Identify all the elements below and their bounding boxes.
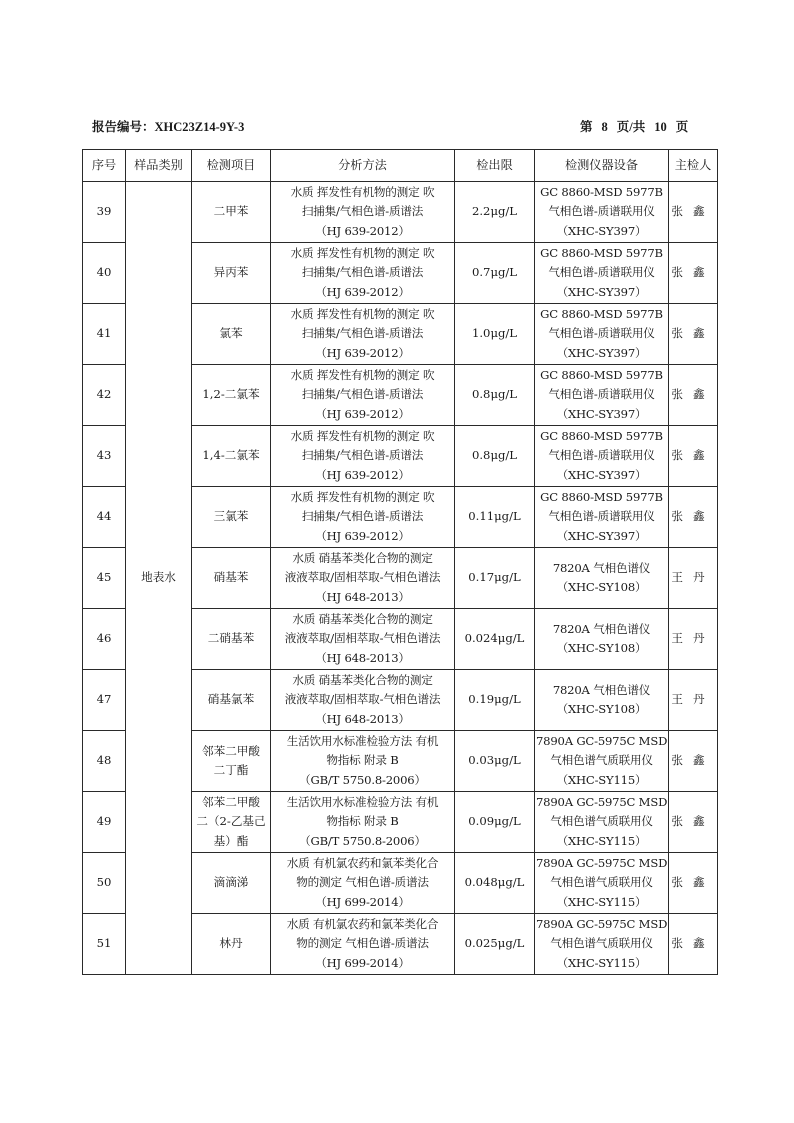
test-item [192, 853, 271, 914]
analysis-method-line: 水质 硝基苯类化合物的测定 [292, 673, 433, 688]
row-number: 46 [83, 609, 126, 670]
test-item-line: 二（2-乙基己 [196, 814, 266, 829]
instrument [535, 243, 669, 304]
test-item [192, 487, 271, 548]
analysis-method-line: （HJ 699-2014） [315, 955, 410, 970]
instrument-line: GC 8860-MSD 5977B [540, 307, 663, 322]
inspector-name: 张鑫 [669, 487, 718, 548]
analysis-method-line: 水质 有机氯农药和氯苯类化合 [286, 856, 439, 871]
analysis-method-line: （GB/T 5750.8-2006） [299, 833, 426, 848]
test-item [192, 548, 271, 609]
instrument [535, 853, 669, 914]
detection-limit: 0.19μg/L [455, 670, 535, 731]
test-item [192, 670, 271, 731]
instrument-line: 气相色谱气质联用仪 [550, 814, 653, 829]
inspector-name: 王丹 [669, 609, 718, 670]
analysis-method-line: 扫捕集/气相色谱-质谱法 [301, 509, 424, 524]
row-number: 45 [83, 548, 126, 609]
instrument-line: GC 8860-MSD 5977B [540, 368, 663, 383]
inspector-name: 张鑫 [669, 243, 718, 304]
inspector-name: 王丹 [669, 548, 718, 609]
analysis-method-line: 液液萃取/固相萃取-气相色谱法 [284, 692, 441, 707]
detection-limit: 0.024μg/L [455, 609, 535, 670]
test-item-line: 邻苯二甲酸 [202, 795, 260, 810]
analysis-method-line: 物的测定 气相色谱-质谱法 [296, 936, 429, 951]
instrument [535, 365, 669, 426]
row-number: 48 [83, 731, 126, 792]
analysis-method-line: （HJ 639-2012） [315, 223, 410, 238]
detection-limit: 2.2μg/L [455, 182, 535, 243]
test-item [192, 731, 271, 792]
col-header-limit: 检出限 [455, 150, 535, 182]
page-mid: 页/共 [616, 120, 646, 134]
instrument-line: （XHC-SY397） [556, 406, 647, 421]
analysis-method [271, 243, 455, 304]
instrument [535, 304, 669, 365]
page-prefix: 第 [580, 120, 593, 134]
row-number: 49 [83, 792, 126, 853]
inspector-name: 张鑫 [669, 792, 718, 853]
test-item [192, 243, 271, 304]
instrument [535, 792, 669, 853]
test-item [192, 792, 271, 853]
analysis-method-line: 液液萃取/固相萃取-气相色谱法 [284, 570, 441, 585]
analysis-method [271, 914, 455, 975]
instrument-line: 气相色谱-质谱联用仪 [548, 204, 655, 219]
analysis-method [271, 487, 455, 548]
analysis-method-line: （GB/T 5750.8-2006） [299, 772, 426, 787]
instrument-line: GC 8860-MSD 5977B [540, 246, 663, 261]
row-number: 42 [83, 365, 126, 426]
detection-limit: 0.17μg/L [455, 548, 535, 609]
instrument [535, 426, 669, 487]
instrument-line: （XHC-SY115） [556, 894, 647, 909]
instrument-line: （XHC-SY397） [556, 284, 647, 299]
analysis-method-line: （HJ 639-2012） [315, 284, 410, 299]
test-item-line: 1,4-二氯苯 [202, 448, 260, 463]
instrument-line: GC 8860-MSD 5977B [540, 429, 663, 444]
row-number: 50 [83, 853, 126, 914]
instrument-line: 7890A GC-5975C MSD [536, 917, 668, 932]
col-header-inspector: 主检人 [669, 150, 718, 182]
row-number: 39 [83, 182, 126, 243]
analysis-method-line: 水质 硝基苯类化合物的测定 [292, 612, 433, 627]
inspector-name: 张鑫 [669, 426, 718, 487]
instrument [535, 609, 669, 670]
instrument [535, 548, 669, 609]
instrument-line: （XHC-SY397） [556, 345, 647, 360]
test-item-line: 林丹 [219, 936, 243, 951]
inspector-name: 张鑫 [669, 853, 718, 914]
test-item-line: 硝基氯苯 [207, 692, 255, 707]
instrument-line: 7820A 气相色谱仪 [552, 682, 651, 697]
analysis-method [271, 304, 455, 365]
detection-limit: 0.8μg/L [455, 426, 535, 487]
test-item-line: 滴滴涕 [213, 875, 249, 890]
detection-limit: 1.0μg/L [455, 304, 535, 365]
test-item-line: 三氯苯 [213, 509, 249, 524]
detection-limit: 0.7μg/L [455, 243, 535, 304]
instrument [535, 182, 669, 243]
analysis-method-line: 水质 挥发性有机物的测定 吹 [290, 246, 435, 261]
analysis-method-line: 扫捕集/气相色谱-质谱法 [301, 204, 424, 219]
analysis-method [271, 731, 455, 792]
page-total: 10 [654, 120, 667, 134]
analysis-method-line: （HJ 699-2014） [315, 894, 410, 909]
col-header-item: 检测项目 [192, 150, 271, 182]
test-item-line: 硝基苯 [213, 570, 249, 585]
analysis-method-line: （HJ 648-2013） [315, 650, 410, 665]
instrument-line: （XHC-SY115） [556, 955, 647, 970]
instrument [535, 487, 669, 548]
analysis-method-line: 物的测定 气相色谱-质谱法 [296, 875, 429, 890]
instrument-line: （XHC-SY397） [556, 528, 647, 543]
analysis-method-line: 扫捕集/气相色谱-质谱法 [301, 448, 424, 463]
instrument-line: 7890A GC-5975C MSD [536, 734, 668, 749]
inspector-name: 张鑫 [669, 182, 718, 243]
inspector-name: 王丹 [669, 670, 718, 731]
inspector-name: 张鑫 [669, 914, 718, 975]
instrument-line: 7890A GC-5975C MSD [536, 856, 668, 871]
instrument-line: （XHC-SY397） [556, 467, 647, 482]
test-item [192, 365, 271, 426]
analysis-method-line: （HJ 639-2012） [315, 528, 410, 543]
row-number: 43 [83, 426, 126, 487]
col-header-category: 样品类别 [126, 150, 192, 182]
instrument-line: （XHC-SY108） [556, 641, 647, 655]
detection-limit: 0.03μg/L [455, 731, 535, 792]
col-header-method: 分析方法 [271, 150, 455, 182]
analysis-method-line: 扫捕集/气相色谱-质谱法 [301, 326, 424, 341]
row-number: 40 [83, 243, 126, 304]
analysis-method-line: 生活饮用水标准检验方法 有机 [286, 795, 439, 810]
test-item [192, 304, 271, 365]
instrument-line: 气相色谱气质联用仪 [550, 936, 653, 951]
sample-category: 地表水 [126, 182, 192, 975]
detection-limit: 0.09μg/L [455, 792, 535, 853]
test-item-line: 基）酯 [213, 833, 249, 848]
analysis-method [271, 426, 455, 487]
test-item [192, 914, 271, 975]
analysis-method-line: （HJ 648-2013） [315, 711, 410, 726]
row-number: 51 [83, 914, 126, 975]
analysis-method-line: （HJ 639-2012） [315, 406, 410, 421]
inspector-name: 张鑫 [669, 304, 718, 365]
detection-limit: 0.025μg/L [455, 914, 535, 975]
instrument-line: 气相色谱-质谱联用仪 [548, 326, 655, 341]
test-item [192, 609, 271, 670]
analysis-method-line: 扫捕集/气相色谱-质谱法 [301, 265, 424, 280]
col-header-no: 序号 [83, 150, 126, 182]
results-table [82, 149, 718, 975]
report-number: 报告编号：XHC23Z14-9Y-3 [92, 120, 245, 134]
instrument-line: 气相色谱-质谱联用仪 [548, 387, 655, 402]
instrument [535, 914, 669, 975]
test-item-line: 1,2-二氯苯 [202, 387, 260, 402]
analysis-method [271, 670, 455, 731]
instrument-line: 气相色谱-质谱联用仪 [548, 448, 655, 463]
analysis-method-line: 水质 硝基苯类化合物的测定 [292, 551, 433, 566]
test-item-line: 氯苯 [219, 326, 243, 341]
analysis-method-line: 水质 挥发性有机物的测定 吹 [290, 490, 435, 505]
instrument-line: 气相色谱气质联用仪 [550, 753, 653, 768]
analysis-method-line: 扫捕集/气相色谱-质谱法 [301, 387, 424, 402]
test-item-line: 异丙苯 [213, 265, 249, 280]
row-number: 41 [83, 304, 126, 365]
analysis-method-line: 水质 挥发性有机物的测定 吹 [290, 429, 435, 444]
instrument-line: 7820A 气相色谱仪 [552, 621, 651, 636]
instrument-line: （XHC-SY108） [556, 580, 647, 594]
test-item-line: 二丁酯 [213, 763, 249, 777]
instrument [535, 731, 669, 792]
detection-limit: 0.048μg/L [455, 853, 535, 914]
instrument-line: 气相色谱气质联用仪 [550, 875, 653, 890]
table-header-row [83, 150, 718, 182]
analysis-method-line: 水质 挥发性有机物的测定 吹 [290, 185, 435, 200]
analysis-method-line: 物指标 附录 B [326, 753, 399, 768]
analysis-method [271, 365, 455, 426]
analysis-method-line: 液液萃取/固相萃取-气相色谱法 [284, 631, 441, 646]
instrument [535, 670, 669, 731]
instrument-line: （XHC-SY108） [556, 702, 647, 716]
analysis-method-line: （HJ 639-2012） [315, 467, 410, 482]
analysis-method-line: 水质 挥发性有机物的测定 吹 [290, 307, 435, 322]
instrument-line: （XHC-SY115） [556, 772, 647, 787]
instrument-line: （XHC-SY115） [556, 833, 647, 848]
analysis-method-line: 水质 挥发性有机物的测定 吹 [290, 368, 435, 383]
detection-limit: 0.11μg/L [455, 487, 535, 548]
page-indicator [580, 117, 688, 135]
analysis-method [271, 792, 455, 853]
test-item-line: 二甲苯 [213, 204, 249, 219]
analysis-method-line: （HJ 648-2013） [315, 589, 410, 604]
analysis-method [271, 853, 455, 914]
table-row [83, 182, 718, 243]
page-current: 8 [601, 120, 608, 134]
inspector-name: 张鑫 [669, 365, 718, 426]
test-item-line: 邻苯二甲酸 [202, 743, 260, 758]
page-suffix: 页 [675, 120, 689, 134]
instrument-line: GC 8860-MSD 5977B [540, 490, 663, 505]
col-header-device: 检测仪器设备 [535, 150, 669, 182]
analysis-method-line: 物指标 附录 B [326, 814, 399, 829]
analysis-method-line: （HJ 639-2012） [315, 345, 410, 360]
instrument-line: 7820A 气相色谱仪 [552, 560, 651, 575]
row-number: 44 [83, 487, 126, 548]
instrument-line: 气相色谱-质谱联用仪 [548, 509, 655, 524]
analysis-method [271, 548, 455, 609]
row-number: 47 [83, 670, 126, 731]
instrument-line: 气相色谱-质谱联用仪 [548, 265, 655, 280]
analysis-method-line: 生活饮用水标准检验方法 有机 [286, 734, 439, 749]
instrument-line: （XHC-SY397） [556, 223, 647, 238]
analysis-method-line: 水质 有机氯农药和氯苯类化合 [286, 917, 439, 932]
analysis-method [271, 609, 455, 670]
instrument-line: GC 8860-MSD 5977B [540, 185, 663, 200]
detection-limit: 0.8μg/L [455, 365, 535, 426]
inspector-name: 张鑫 [669, 731, 718, 792]
test-item-line: 二硝基苯 [207, 631, 255, 646]
analysis-method [271, 182, 455, 243]
test-item [192, 426, 271, 487]
test-item [192, 182, 271, 243]
instrument-line: 7890A GC-5975C MSD [536, 795, 668, 810]
